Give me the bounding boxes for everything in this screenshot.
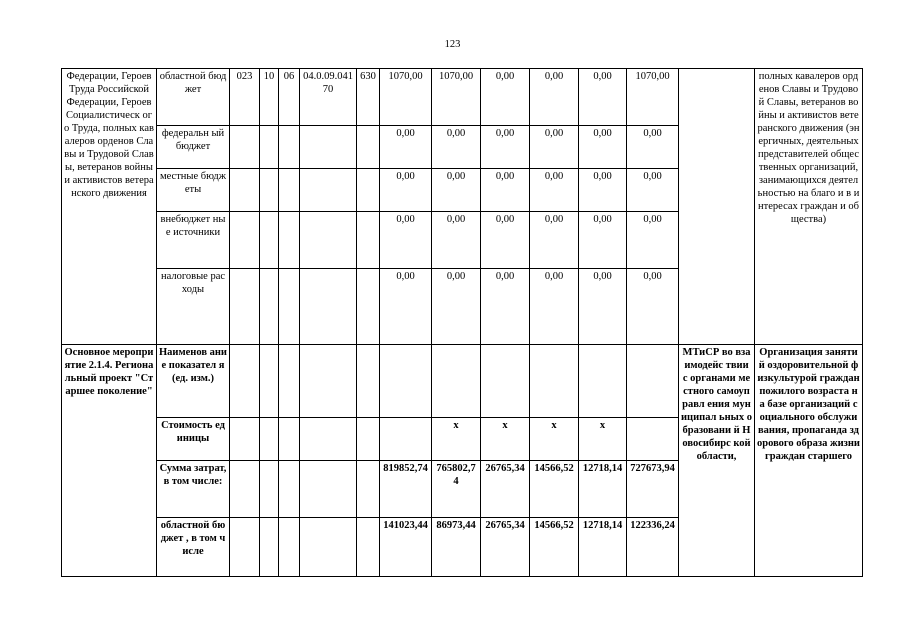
section-code — [260, 345, 279, 418]
value-cell: 0,00 — [380, 212, 432, 269]
result-cell: полных кавалеров орденов Славы и Трудовой Славы, ветеранов войны и активистов ветеранского движения (энергичных, деятельных представителей общественных организаций, занимающихся деятельностью на благо и в интересах граждан и общества) — [755, 69, 863, 345]
value-cell: 0,00 — [432, 212, 481, 269]
value-cell: 819852,74 — [380, 461, 432, 518]
value-cell: 26765,34 — [481, 461, 530, 518]
value-cell: 0,00 — [579, 69, 627, 126]
value-cell: 0,00 — [627, 126, 679, 169]
grbs-code — [230, 418, 260, 461]
value-cell — [579, 345, 627, 418]
value-cell: 0,00 — [481, 212, 530, 269]
expense-type-code — [357, 345, 380, 418]
section-code — [260, 461, 279, 518]
target-article-code — [300, 212, 357, 269]
value-cell — [380, 345, 432, 418]
executor-cell: МТиСР во взаимодейс твии с органами местного самоуправл ения муниципал ьных образовани й Новосибирс кой области, — [679, 345, 755, 577]
subsection-code — [279, 126, 300, 169]
value-cell — [380, 418, 432, 461]
expense-type-code: 630 — [357, 69, 380, 126]
grbs-code — [230, 212, 260, 269]
value-cell: 0,00 — [530, 126, 579, 169]
expense-type-code — [357, 169, 380, 212]
value-cell: 0,00 — [627, 169, 679, 212]
section-code — [260, 418, 279, 461]
funding-source: Наименов ание показател я (ед. изм.) — [157, 345, 230, 418]
value-cell: 0,00 — [481, 126, 530, 169]
value-cell: 0,00 — [530, 69, 579, 126]
target-article-code — [300, 269, 357, 345]
value-cell: 86973,44 — [432, 518, 481, 577]
value-cell: 0,00 — [627, 269, 679, 345]
value-cell: 765802,74 — [432, 461, 481, 518]
target-article-code — [300, 418, 357, 461]
value-cell: 727673,94 — [627, 461, 679, 518]
subsection-code: 06 — [279, 69, 300, 126]
expense-type-code — [357, 518, 380, 577]
value-cell: 0,00 — [579, 212, 627, 269]
grbs-code: 023 — [230, 69, 260, 126]
value-cell: 1070,00 — [432, 69, 481, 126]
expense-type-code — [357, 126, 380, 169]
grbs-code — [230, 345, 260, 418]
grbs-code — [230, 461, 260, 518]
value-cell: 0,00 — [481, 269, 530, 345]
target-article-code: 04.0.09.04170 — [300, 69, 357, 126]
subsection-code — [279, 518, 300, 577]
value-cell: 12718,14 — [579, 518, 627, 577]
value-cell — [432, 345, 481, 418]
expense-type-code — [357, 212, 380, 269]
section-code: 10 — [260, 69, 279, 126]
value-cell: 0,00 — [432, 269, 481, 345]
value-cell: х — [530, 418, 579, 461]
page-number: 123 — [444, 39, 461, 50]
section-code — [260, 518, 279, 577]
funding-source: местные бюджеты — [157, 169, 230, 212]
subsection-code — [279, 461, 300, 518]
measure-cell: Основное мероприятие 2.1.4. Региональный проект "Старшее поколение" — [62, 345, 157, 577]
subsection-code — [279, 169, 300, 212]
value-cell — [627, 418, 679, 461]
value-cell — [627, 345, 679, 418]
section-code — [260, 169, 279, 212]
value-cell: 0,00 — [579, 169, 627, 212]
funding-source: Сумма затрат, в том числе: — [157, 461, 230, 518]
subsection-code — [279, 345, 300, 418]
subsection-code — [279, 212, 300, 269]
goal-cell: Федерации, Героев Труда Российской Федерации, Героев Социалистическ ого Труда, полных кавалеров орденов Славы и Трудовой Славы, ветеранов войны и активистов ветеранского движения — [62, 69, 157, 345]
value-cell: 0,00 — [579, 126, 627, 169]
value-cell: 0,00 — [627, 212, 679, 269]
target-article-code — [300, 126, 357, 169]
expense-type-code — [357, 418, 380, 461]
value-cell: х — [432, 418, 481, 461]
value-cell: 26765,34 — [481, 518, 530, 577]
funding-source: областной бюджет — [157, 69, 230, 126]
table-row — [62, 345, 863, 418]
value-cell — [481, 345, 530, 418]
target-article-code — [300, 345, 357, 418]
value-cell: 0,00 — [380, 269, 432, 345]
value-cell: х — [579, 418, 627, 461]
table-row — [62, 69, 863, 126]
budget-table — [61, 68, 863, 577]
value-cell: 12718,14 — [579, 461, 627, 518]
value-cell: 0,00 — [380, 126, 432, 169]
value-cell: 0,00 — [432, 169, 481, 212]
value-cell: 0,00 — [530, 269, 579, 345]
subsection-code — [279, 269, 300, 345]
subsection-code — [279, 418, 300, 461]
value-cell: 1070,00 — [380, 69, 432, 126]
value-cell: 122336,24 — [627, 518, 679, 577]
value-cell: х — [481, 418, 530, 461]
value-cell: 0,00 — [432, 126, 481, 169]
grbs-code — [230, 269, 260, 345]
result-cell: Организация занятий оздоровительной физкультурой граждан пожилого возраста на базе организаций социального обслуживания, пропаганда здорового образа жизни граждан старшего — [755, 345, 863, 577]
funding-source: Стоимость единицы — [157, 418, 230, 461]
target-article-code — [300, 461, 357, 518]
value-cell: 14566,52 — [530, 461, 579, 518]
funding-source: федеральн ый бюджет — [157, 126, 230, 169]
value-cell: 0,00 — [380, 169, 432, 212]
funding-source: налоговые расходы — [157, 269, 230, 345]
value-cell: 0,00 — [481, 69, 530, 126]
expense-type-code — [357, 269, 380, 345]
funding-source: внебюджет ные источники — [157, 212, 230, 269]
section-code — [260, 126, 279, 169]
grbs-code — [230, 169, 260, 212]
section-code — [260, 212, 279, 269]
value-cell: 14566,52 — [530, 518, 579, 577]
value-cell: 141023,44 — [380, 518, 432, 577]
grbs-code — [230, 518, 260, 577]
executor-cell — [679, 69, 755, 345]
value-cell: 0,00 — [530, 212, 579, 269]
value-cell — [530, 345, 579, 418]
target-article-code — [300, 518, 357, 577]
value-cell: 0,00 — [579, 269, 627, 345]
target-article-code — [300, 169, 357, 212]
value-cell: 0,00 — [481, 169, 530, 212]
grbs-code — [230, 126, 260, 169]
funding-source: областной бюджет , в том числе — [157, 518, 230, 577]
section-code — [260, 269, 279, 345]
expense-type-code — [357, 461, 380, 518]
value-cell: 0,00 — [530, 169, 579, 212]
value-cell: 1070,00 — [627, 69, 679, 126]
